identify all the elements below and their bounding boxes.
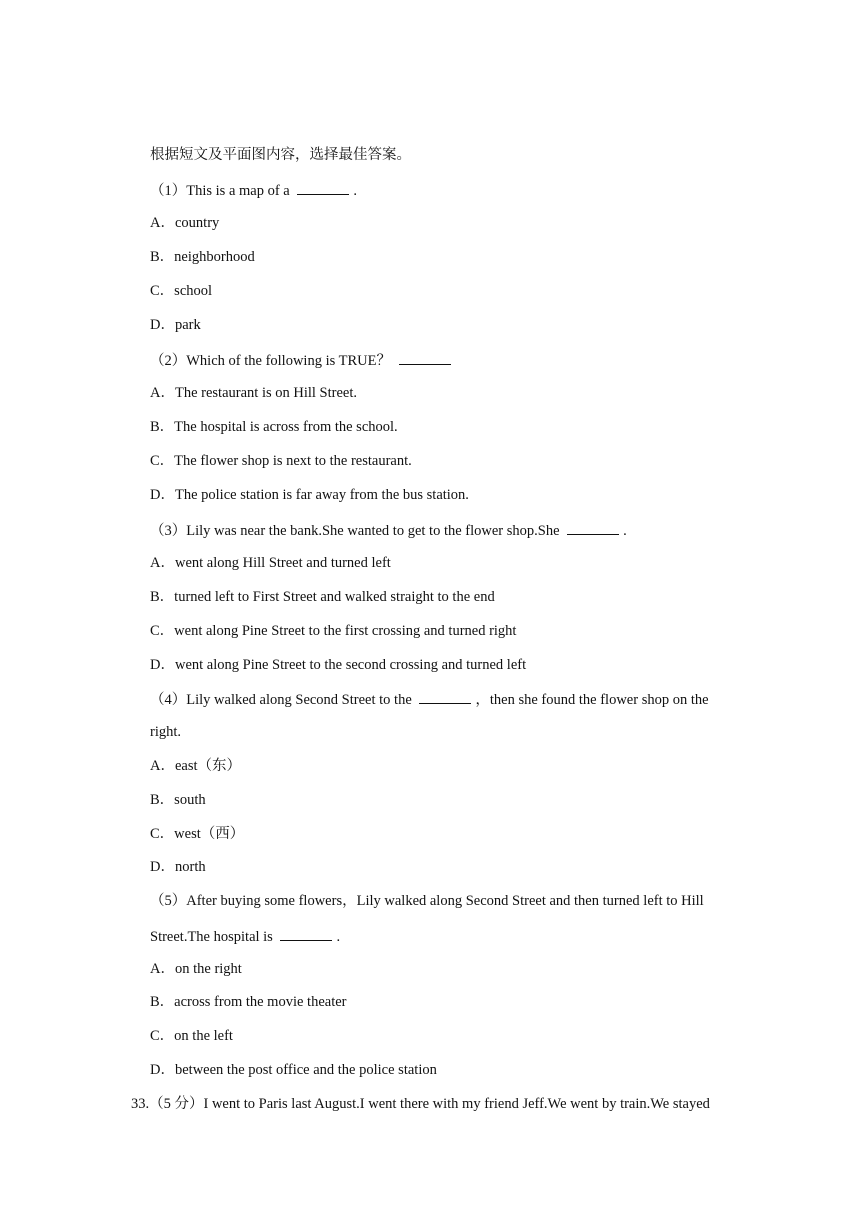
question-3-blank [567,520,619,535]
option-letter: A． [150,385,175,401]
question-33-number: 33. [131,1096,150,1112]
question-3-stem-end: . [623,523,627,539]
question-2-number: （2） [150,353,187,369]
option-text: went along Pine Street to the first crossing and turned right [174,623,517,639]
option-text: country [174,215,220,231]
question-5-stem-line2 [150,926,340,946]
option-text: The hospital is across from the school. [174,419,398,435]
option-letter: D． [150,317,175,333]
question-33-text: I went to Paris last August.I went there with my friend Jeff.We went by train.We stayed [203,1096,710,1112]
option-letter: B． [150,792,175,808]
question-3-option-c [150,622,516,640]
question-5-stem-text: After buying some flowers，Lily walked along Second Street and then turned left to Hill [186,893,704,909]
question-33-score: （5 分） [149,1096,204,1112]
instruction: 根据短文及平面图内容，选择最佳答案。 [150,147,411,163]
question-4-option-b [150,791,206,809]
question-2-blank [399,350,451,365]
question-4-number: （4） [150,692,187,708]
option-letter: B． [150,249,175,265]
option-letter: C． [150,1028,175,1044]
option-text: The police station is far away from the bus station. [174,487,469,503]
question-1-blank [297,180,349,195]
option-letter: A． [150,555,175,571]
question-5-blank [280,926,332,941]
question-1-option-d [150,316,201,334]
question-3-option-d [150,656,526,674]
question-5-option-a [150,960,242,978]
option-letter: B． [150,589,175,605]
question-4-stem-text: Lily walked along Second Street to the [186,692,412,708]
option-letter: B． [150,994,175,1010]
option-letter: A． [150,961,175,977]
option-text: north [174,859,206,875]
option-letter: C． [150,623,175,639]
option-text: went along Hill Street and turned left [174,555,391,571]
question-5-stem [150,892,704,910]
option-text: east（东） [174,758,242,774]
question-5-stem-end: . [336,929,341,945]
question-5-stem-line2-text: Street.The hospital is [150,929,273,945]
question-2-stem [150,350,455,370]
option-letter: A． [150,758,175,774]
option-letter: B． [150,419,175,435]
question-3-stem [150,520,627,540]
option-text: The flower shop is next to the restaurant. [174,453,412,469]
question-1-stem-end: . [353,183,357,199]
question-2-option-b [150,418,398,436]
question-1-option-b [150,248,255,266]
question-4-stem-end: ，then she found the flower shop on the [475,692,709,708]
question-3-option-b [150,588,495,606]
option-letter: D． [150,487,175,503]
option-text: neighborhood [174,249,255,265]
question-4-option-c [150,825,244,843]
option-letter: A． [150,215,175,231]
option-letter: C． [150,453,175,469]
option-text: south [174,792,206,808]
question-4-stem-line2: right. [150,724,182,740]
option-text: went along Pine Street to the second crossing and turned left [174,657,527,673]
option-text: turned left to First Street and walked straight to the end [174,589,495,605]
option-letter: C． [150,826,175,842]
question-1-option-a [150,214,219,232]
question-2-option-c [150,452,412,470]
option-text: on the right [174,961,242,977]
question-2-option-d [150,486,469,504]
option-text: between the post office and the police station [174,1062,437,1078]
option-text: across from the movie theater [174,994,347,1010]
option-text: The restaurant is on Hill Street. [174,385,357,401]
question-4-stem [150,689,709,709]
question-3-option-a [150,554,391,572]
question-4-blank [419,689,471,704]
question-1-stem-text: This is a map of a [186,183,290,199]
option-letter: D． [150,657,175,673]
option-text: park [174,317,201,333]
question-3-number: （3） [150,523,187,539]
question-5-option-d [150,1061,437,1079]
question-1-stem [150,180,357,200]
question-2-stem-text: Which of the following is TRUE？ [186,353,391,369]
question-4-option-a [150,757,241,775]
question-1-number: （1） [150,183,187,199]
option-letter: D． [150,1062,175,1078]
question-5-number: （5） [150,893,187,909]
option-text: west（西） [174,826,245,842]
option-letter: D． [150,859,175,875]
question-33-stem [131,1095,710,1113]
option-text: on the left [174,1028,233,1044]
question-1-option-c [150,282,212,300]
option-letter: C． [150,283,175,299]
question-5-option-b [150,993,347,1011]
question-2-option-a [150,384,357,402]
question-4-option-d [150,858,206,876]
option-text: school [174,283,213,299]
question-3-stem-text: Lily was near the bank.She wanted to get to the flower shop.She [186,523,560,539]
question-5-option-c [150,1027,233,1045]
